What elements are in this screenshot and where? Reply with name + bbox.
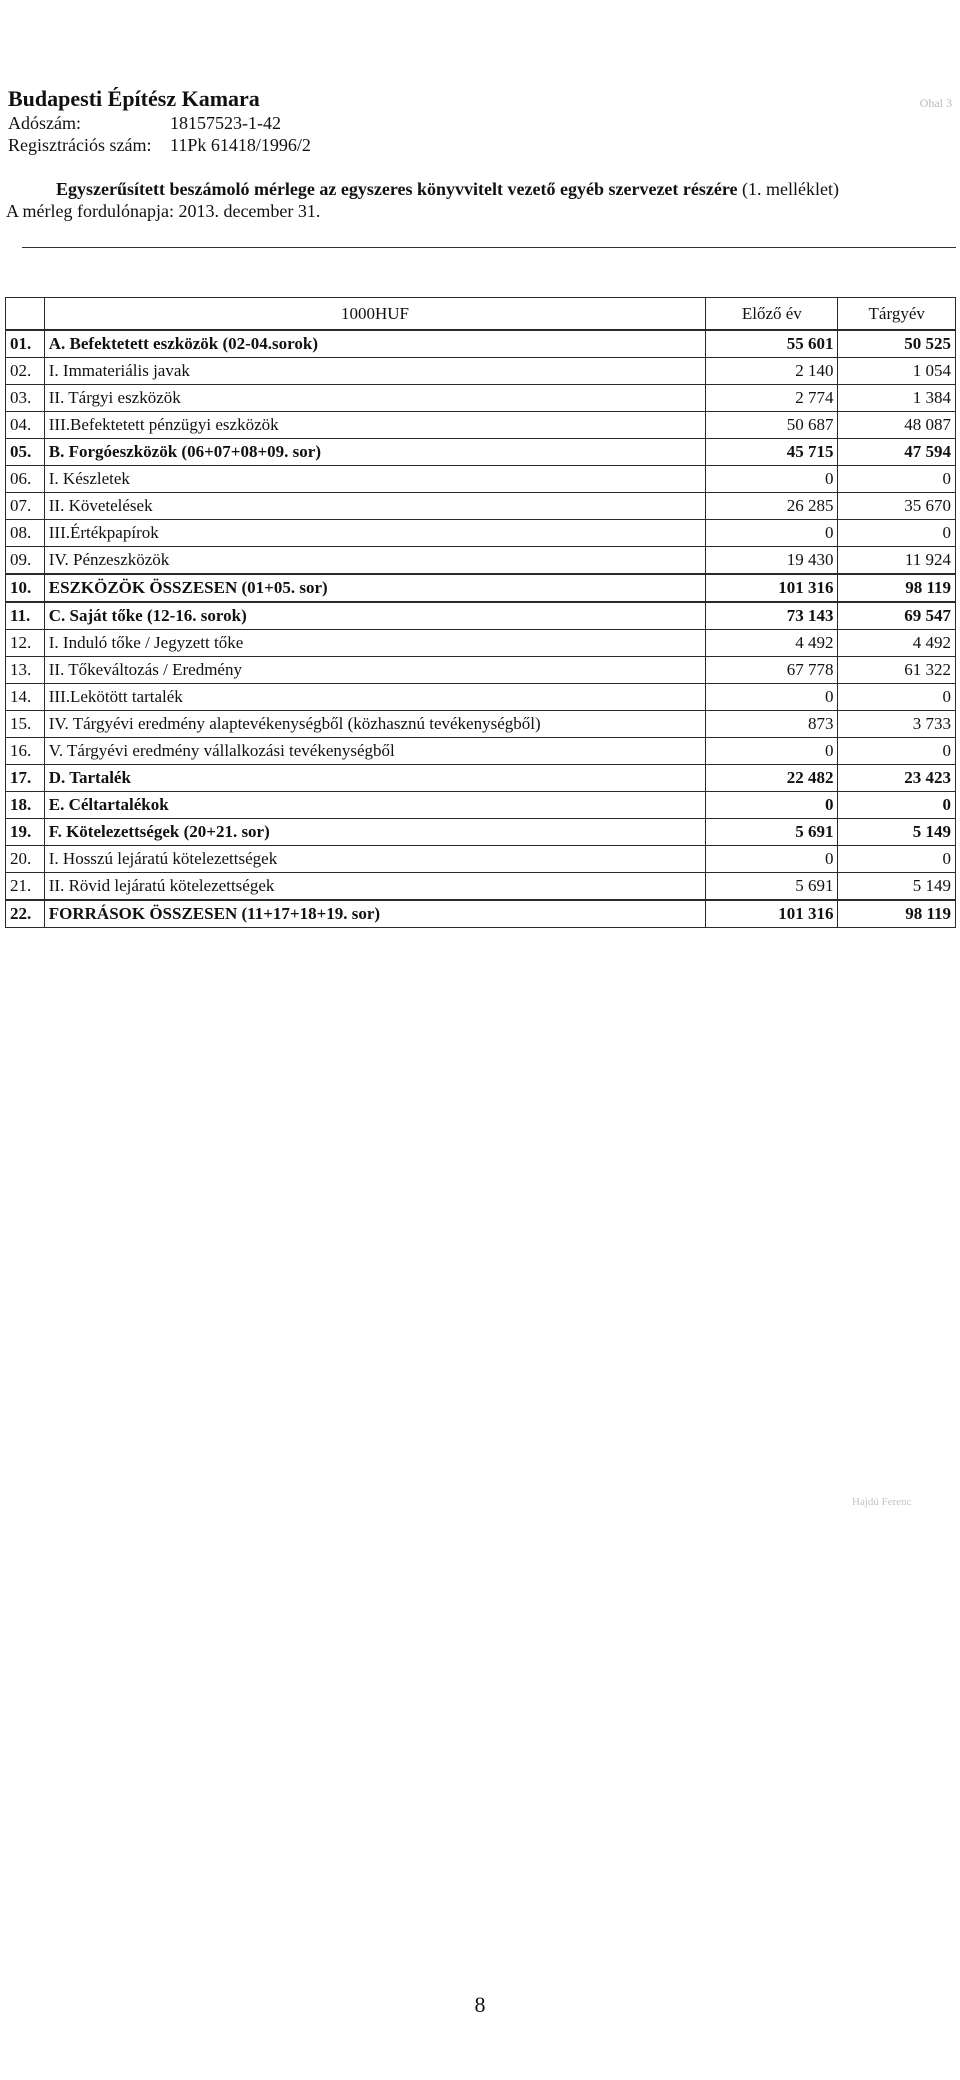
table-row xyxy=(6,846,956,873)
row-number: 09. xyxy=(6,547,45,575)
row-number: 12. xyxy=(6,630,45,657)
table-row xyxy=(6,602,956,630)
registration-value: 11Pk 61418/1996/2 xyxy=(170,135,311,155)
row-number: 22. xyxy=(6,900,45,928)
current-year-value: 50 525 xyxy=(838,330,956,358)
row-number: 08. xyxy=(6,520,45,547)
table-row xyxy=(6,630,956,657)
row-number: 15. xyxy=(6,711,45,738)
table-row xyxy=(6,493,956,520)
prev-year-value: 55 601 xyxy=(706,330,838,358)
row-number: 14. xyxy=(6,684,45,711)
row-number: 02. xyxy=(6,358,45,385)
balance-sheet-table xyxy=(5,297,956,928)
current-year-value: 0 xyxy=(838,520,956,547)
current-year-value: 35 670 xyxy=(838,493,956,520)
document-title xyxy=(56,178,839,200)
prev-year-value: 101 316 xyxy=(706,574,838,602)
prev-year-value: 4 492 xyxy=(706,630,838,657)
prev-year-value: 26 285 xyxy=(706,493,838,520)
row-label: II. Tőkeváltozás / Eredmény xyxy=(44,657,705,684)
registration-label: Regisztrációs szám: xyxy=(8,135,152,155)
prev-year-value: 50 687 xyxy=(706,412,838,439)
document-title-annex: (1. melléklet) xyxy=(737,179,839,199)
current-year-value: 4 492 xyxy=(838,630,956,657)
prev-year-value: 67 778 xyxy=(706,657,838,684)
prev-year-value: 873 xyxy=(706,711,838,738)
table-row xyxy=(6,711,956,738)
current-year-value: 1 054 xyxy=(838,358,956,385)
table-row xyxy=(6,466,956,493)
prev-year-value: 45 715 xyxy=(706,439,838,466)
row-number: 17. xyxy=(6,765,45,792)
prev-year-value: 2 774 xyxy=(706,385,838,412)
row-label: II. Rövid lejáratú kötelezettségek xyxy=(44,873,705,901)
prev-year-value: 0 xyxy=(706,466,838,493)
current-year-value: 0 xyxy=(838,466,956,493)
unit-header: 1000HUF xyxy=(44,298,705,331)
current-year-value: 0 xyxy=(838,738,956,765)
row-number: 06. xyxy=(6,466,45,493)
current-year-value: 47 594 xyxy=(838,439,956,466)
organization-name: Budapesti Építész Kamara xyxy=(8,86,260,111)
row-label: F. Kötelezettségek (20+21. sor) xyxy=(44,819,705,846)
table-row xyxy=(6,657,956,684)
table-row xyxy=(6,792,956,819)
prev-year-value: 2 140 xyxy=(706,358,838,385)
table-row xyxy=(6,574,956,602)
table-row xyxy=(6,520,956,547)
table-row xyxy=(6,358,956,385)
prev-year-value: 5 691 xyxy=(706,873,838,901)
tax-number-label: Adószám: xyxy=(8,113,81,133)
table-row xyxy=(6,819,956,846)
row-label: FORRÁSOK ÖSSZESEN (11+17+18+19. sor) xyxy=(44,900,705,928)
current-year-value: 23 423 xyxy=(838,765,956,792)
row-label: B. Forgóeszközök (06+07+08+09. sor) xyxy=(44,439,705,466)
current-year-value: 5 149 xyxy=(838,873,956,901)
table-row xyxy=(6,412,956,439)
table-row xyxy=(6,547,956,575)
current-year-value: 5 149 xyxy=(838,819,956,846)
page-number: 8 xyxy=(474,1992,486,2017)
row-label: C. Saját tőke (12-16. sorok) xyxy=(44,602,705,630)
row-label: E. Céltartalékok xyxy=(44,792,705,819)
row-label: III.Lekötött tartalék xyxy=(44,684,705,711)
row-number: 04. xyxy=(6,412,45,439)
row-label: A. Befektetett eszközök (02-04.sorok) xyxy=(44,330,705,358)
row-label: I. Készletek xyxy=(44,466,705,493)
table-row xyxy=(6,385,956,412)
row-label: I. Immateriális javak xyxy=(44,358,705,385)
row-label: IV. Pénzeszközök xyxy=(44,547,705,575)
current-year-value: 98 119 xyxy=(838,574,956,602)
table-row xyxy=(6,439,956,466)
row-number: 05. xyxy=(6,439,45,466)
row-label: II. Követelések xyxy=(44,493,705,520)
prev-year-value: 0 xyxy=(706,738,838,765)
table-row xyxy=(6,900,956,928)
divider-rule xyxy=(22,247,956,248)
document-header xyxy=(8,86,311,156)
prev-year-value: 22 482 xyxy=(706,765,838,792)
faint-signature-text: Hajdú Ferenc xyxy=(852,1496,912,1508)
table-row xyxy=(6,873,956,901)
current-year-value: 69 547 xyxy=(838,602,956,630)
table-row xyxy=(6,684,956,711)
current-year-value: 1 384 xyxy=(838,385,956,412)
registration-line xyxy=(8,134,311,156)
current-year-header: Tárgyév xyxy=(838,298,956,331)
balance-date: A mérleg fordulónapja: 2013. december 31. xyxy=(6,201,321,221)
current-year-value: 0 xyxy=(838,846,956,873)
row-number: 16. xyxy=(6,738,45,765)
row-label: D. Tartalék xyxy=(44,765,705,792)
current-year-value: 48 087 xyxy=(838,412,956,439)
table-row xyxy=(6,765,956,792)
row-number: 13. xyxy=(6,657,45,684)
prev-year-value: 0 xyxy=(706,520,838,547)
row-number: 20. xyxy=(6,846,45,873)
tax-number-value: 18157523-1-42 xyxy=(170,113,281,133)
row-number: 19. xyxy=(6,819,45,846)
prev-year-value: 101 316 xyxy=(706,900,838,928)
tax-number-line xyxy=(8,112,311,134)
header-num-cell xyxy=(6,298,45,331)
row-number: 10. xyxy=(6,574,45,602)
row-label: II. Tárgyi eszközök xyxy=(44,385,705,412)
prev-year-value: 0 xyxy=(706,846,838,873)
row-label: I. Induló tőke / Jegyzett tőke xyxy=(44,630,705,657)
prev-year-value: 0 xyxy=(706,792,838,819)
corner-mark: Ohal 3 xyxy=(919,96,952,110)
table-row xyxy=(6,738,956,765)
prev-year-value: 73 143 xyxy=(706,602,838,630)
current-year-value: 0 xyxy=(838,792,956,819)
table-header-row xyxy=(6,298,956,331)
row-label: III.Értékpapírok xyxy=(44,520,705,547)
prev-year-header: Előző év xyxy=(706,298,838,331)
prev-year-value: 5 691 xyxy=(706,819,838,846)
current-year-value: 11 924 xyxy=(838,547,956,575)
table-row xyxy=(6,330,956,358)
current-year-value: 98 119 xyxy=(838,900,956,928)
prev-year-value: 0 xyxy=(706,684,838,711)
current-year-value: 61 322 xyxy=(838,657,956,684)
row-label: V. Tárgyévi eredmény vállalkozási tevékenységből xyxy=(44,738,705,765)
row-label: III.Befektetett pénzügyi eszközök xyxy=(44,412,705,439)
row-label: I. Hosszú lejáratú kötelezettségek xyxy=(44,846,705,873)
document-title-bold: Egyszerűsített beszámoló mérlege az egyszeres könyvvitelt vezető egyéb szervezet részére xyxy=(56,179,738,199)
row-number: 21. xyxy=(6,873,45,901)
row-label: IV. Tárgyévi eredmény alaptevékenységből (közhasznú tevékenységből) xyxy=(44,711,705,738)
row-label: ESZKÖZÖK ÖSSZESEN (01+05. sor) xyxy=(44,574,705,602)
row-number: 18. xyxy=(6,792,45,819)
row-number: 01. xyxy=(6,330,45,358)
current-year-value: 3 733 xyxy=(838,711,956,738)
row-number: 11. xyxy=(6,602,45,630)
current-year-value: 0 xyxy=(838,684,956,711)
row-number: 03. xyxy=(6,385,45,412)
row-number: 07. xyxy=(6,493,45,520)
prev-year-value: 19 430 xyxy=(706,547,838,575)
